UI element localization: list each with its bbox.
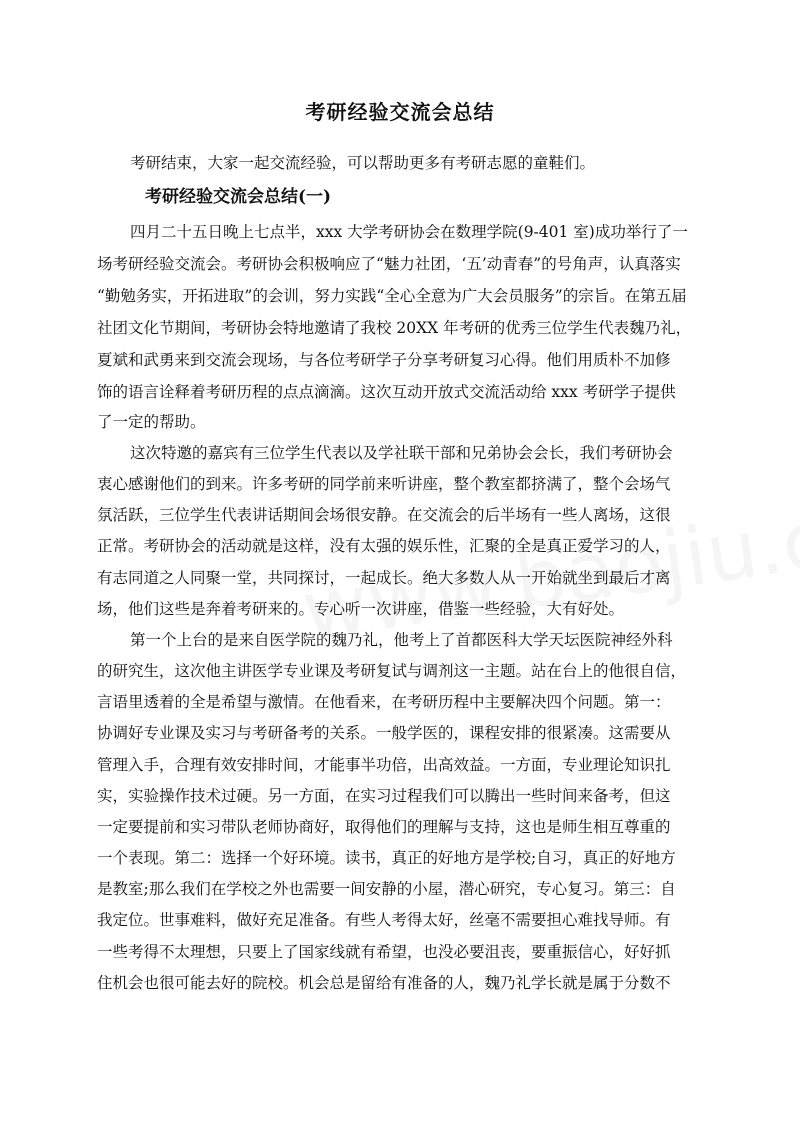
body-line: 四月二十五日晚上七点半，xxx 大学考研协会在数理学院(9-401 室)成功举行了一 [130, 223, 688, 241]
body-line: 协调好专业课及实习与考研备考的关系。一般学医的，课程安排的很紧凑。这需要从 [97, 724, 671, 742]
body-line: 言语里透着的全是希望与激情。在他看来，在考研历程中主要解决四个问题。第一： [97, 693, 671, 711]
body-line: 一定要提前和实习带队老师协商好，取得他们的理解与支持，这也是师生相互尊重的 [97, 818, 671, 836]
body-line: 饰的语言诠释着考研历程的点点滴滴。这次互动开放式交流活动给 xxx 考研学子提供 [97, 383, 676, 401]
body-line: 正常。考研协会的活动就是这样，没有太强的娱乐性，汇聚的全是真正爱学习的人， [97, 537, 671, 555]
body-line: 一些考得不太理想，只要上了国家线就有希望，也没必要沮丧，要重振信心，好好抓 [97, 943, 671, 961]
body-line: “勤勉务实，开拓进取”的会训，努力实践“全心全意为广大会员服务”的宗旨。在第五届 [97, 287, 687, 305]
body-line: 衷心感谢他们的到来。许多考研的同学前来听讲座，整个教室都挤满了，整个会场气 [97, 475, 671, 493]
body-line: 社团文化节期间，考研协会特地邀请了我校 20XX 年考研的优秀三位学生代表魏乃礼， [97, 319, 692, 337]
body-line: 氛活跃，三位学生代表讲话期间会场很安静。在交流会的后半场有一些人离场，这很 [97, 506, 671, 524]
body-line: 我定位。世事难料，做好充足准备。有些人考得太好，丝毫不需要担心难找导师。有 [97, 911, 671, 929]
body-line: 场，他们这些是奔着考研来的。专心听一次讲座，借鉴一些经验，大有好处。 [97, 600, 625, 618]
body-line: 管理入手，合理有效安排时间，才能事半功倍，出高效益。一方面，专业理论知识扎 [97, 756, 671, 774]
body-line: 住机会也很可能去好的院校。机会总是留给有准备的人，魏乃礼学长就是属于分数不 [97, 974, 671, 992]
body-line: 夏斌和武勇来到交流会现场，与各位考研学子分享考研复习心得。他们用质朴不加修 [97, 351, 671, 369]
body-line: 的研究生，这次他主讲医学专业课及考研复试与调剂这一主题。站在台上的他很自信， [97, 662, 687, 680]
section-subtitle: 考研经验交流会总结(一) [145, 187, 332, 207]
body-line: 第一个上台的是来自医学院的魏乃礼，他考上了首都医科大学天坛医院神经外科 [130, 631, 673, 649]
body-line: 这次特邀的嘉宾有三位学生代表以及学社联干部和兄弟协会会长，我们考研协会 [130, 444, 673, 462]
intro-text: 考研结束，大家一起交流经验，可以帮助更多有考研志愿的童鞋们。 [130, 154, 596, 172]
body-line: 场考研经验交流会。考研协会积极响应了“魅力社团，‘五’动青春”的号角声，认真落实 [97, 255, 681, 273]
body-line: 了一定的帮助。 [97, 413, 206, 431]
body-line: 一个表现。第二：选择一个好环境。读书，真正的好地方是学校;自习，真正的好地方 [97, 849, 676, 867]
body-line: 有志同道之人同聚一堂，共同探讨，一起成长。绝大多数人从一开始就坐到最后才离 [97, 569, 671, 587]
body-line: 是教室;那么我们在学校之外也需要一间安静的小屋，潜心研究，专心复习。第三：自 [97, 880, 676, 898]
body-line: 实，实验操作技术过硬。另一方面，在实习过程我们可以腾出一些时间来备考，但这 [97, 787, 671, 805]
document-title: 考研经验交流会总结 [305, 100, 495, 124]
